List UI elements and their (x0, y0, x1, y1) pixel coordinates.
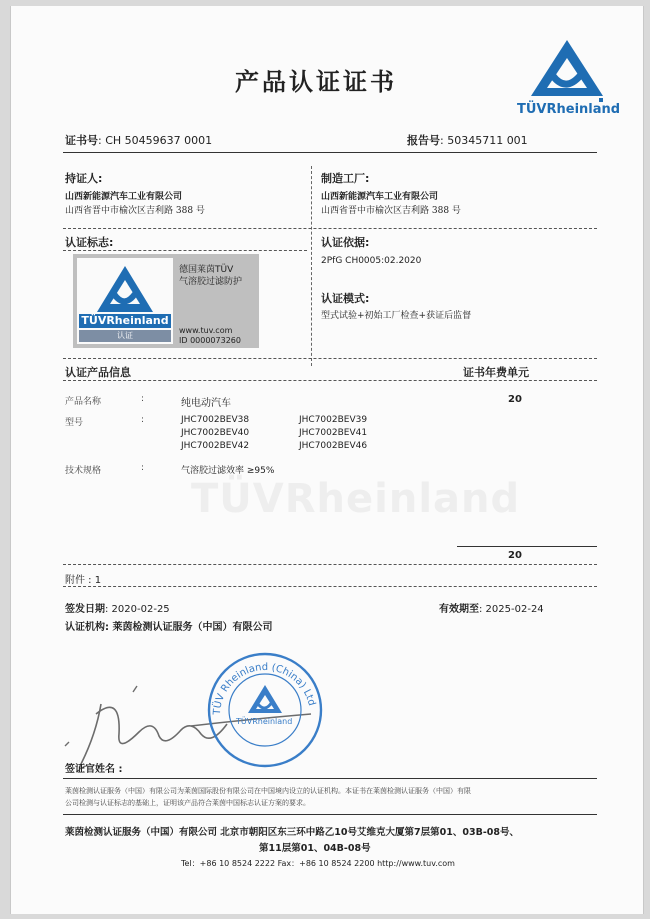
holder-name: 山西新能源汽车工业有限公司 (65, 192, 183, 202)
model-item: JHC7002BEV38 (181, 415, 250, 425)
model-item: JHC7002BEV41 (299, 428, 368, 438)
holder-label: 持证人: (65, 172, 103, 185)
page-title: 产品认证证书 (235, 68, 397, 96)
issue-date: 签发日期: 2020-02-25 (65, 604, 170, 615)
mode-label: 认证模式: (321, 292, 370, 305)
mark-logo-sub: 认证 (79, 330, 171, 342)
model-label: 型号 (65, 418, 84, 428)
mark-logo-text: TÜVRheinland (79, 314, 171, 328)
stamp-logo-text: TÜVRheinland (236, 717, 293, 726)
mark-id: ID 0000073260 (179, 336, 241, 345)
footer-line2: 第11层第01、04B-08号 (259, 843, 371, 854)
fee-bottom: 20 (508, 550, 522, 561)
manufacturer-name: 山西新能源汽车工业有限公司 (321, 192, 439, 202)
cert-no: 证书号: CH 50459637 0001 (65, 134, 213, 147)
mode-value: 型式试验+初始工厂检查+获证后监督 (321, 311, 472, 321)
fee-top: 20 (508, 394, 522, 405)
watermark: TÜVRheinland (191, 476, 521, 522)
model-item: JHC7002BEV46 (299, 441, 368, 451)
footnote-line1: 莱茵检测认证服务（中国）有限公司为莱茵国际股份有限公司在中国境内设立的认证机构。本证书在莱茵检测认证服务（中国）有限 (65, 787, 471, 795)
product-info-label: 认证产品信息 (65, 366, 131, 379)
footnote-line2: 公司检测与认证标志的基础上，证明该产品符合莱茵中国标志认证方案的要求。 (65, 799, 310, 807)
manufacturer-label: 制造工厂: (321, 172, 370, 185)
report-no: 报告号: 50345711 001 (407, 134, 528, 147)
mark-logo (77, 258, 173, 344)
cert-mark (73, 254, 259, 348)
mark-url: www.tuv.com (179, 326, 233, 335)
basis-value: 2PfG CH0005:02.2020 (321, 256, 422, 266)
model-item: JHC7002BEV42 (181, 441, 250, 451)
stamp-text: TÜV Rheinland (China) Ltd (211, 661, 317, 716)
spec-value: 气溶胶过滤效率 ≥95% (181, 466, 275, 476)
holder-address: 山西省晋中市榆次区吉利路 388 号 (65, 206, 205, 216)
tuv-logo-text: TÜVRheinland (517, 102, 621, 117)
tuv-logo (517, 36, 621, 126)
certificate-page: TÜVRheinland 产品认证证书 TÜVRheinland 证书号: CH 50459637 0001 报告号: 50345711 001 持证人: 山西新能源汽车工业有限公司 山西省晋中市榆次区吉利路 388 号 制造工厂: 山西新能源汽车工业有限公司 山西省晋中市榆次区吉利路 388 号 认证标志: TÜVRheinland 认证 德国莱茵TÜV 气溶胶过滤防护 www.tuv.com ID 0000073260 认证依据: 2PfG CH0005:02.2020 认证模式: 型式试验+初始工厂检查+获证后监督 认证产品信息 证书年费单元 产品名称 : 纯电动汽车 20 型号 : JHC7002BEV38 JHC7002BEV39 JHC7002BEV40 JHC7002BEV41 JHC7002BEV42 JHC7002BEV46 技术规格 : 气溶胶过滤效率 ≥95% 20 附件 : 1 签发日期: 2020-02-25 有效期至: 2025-02-24 认证机构: 莱茵检测认证服务（中国）有限公司 TÜV Rheinland (China) Ltd TÜVRheinland 签证官姓名 : 莱茵检测认证服务（中国）有限公司为莱茵国际股份有限公司在中国境内设立的认证机构。本证书在莱茵检测认证服务（中国）有限 公司检测与认证标志的基础上，证明该产品符合莱茵中国标志认证方案的要求。 莱茵检测认证服务（中国）有限公司 北京市朝阳区东三环中路乙10号艾维克大厦第7层第01、03B-08号、 第11层第01、04B-08号 Tel：+86 10 8524 2222 Fax：+86 10 8524 2200 http://www.tuv.com (10, 6, 644, 914)
mark-label: 认证标志: (65, 236, 114, 249)
manufacturer-address: 山西省晋中市榆次区吉利路 388 号 (321, 206, 461, 216)
official-stamp (206, 651, 324, 769)
mark-text2: 气溶胶过滤防护 (179, 277, 243, 287)
cert-body: 认证机构: 莱茵检测认证服务（中国）有限公司 (65, 622, 273, 633)
valid-until: 有效期至: 2025-02-24 (439, 604, 544, 615)
basis-label: 认证依据: (321, 236, 370, 249)
footer-line1: 莱茵检测认证服务（中国）有限公司 北京市朝阳区东三环中路乙10号艾维克大厦第7层第01、03B-08号、 (65, 827, 519, 838)
model-item: JHC7002BEV39 (299, 415, 368, 425)
product-name-value: 纯电动汽车 (181, 398, 231, 409)
mark-text1: 德国莱茵TÜV (179, 265, 234, 275)
spec-label: 技术规格 (65, 466, 102, 476)
attachment: 附件 : 1 (65, 575, 102, 586)
signatory-label: 签证官姓名 : (65, 764, 123, 775)
model-item: JHC7002BEV40 (181, 428, 250, 438)
fee-label: 证书年费单元 (463, 366, 529, 379)
footer-contact: Tel：+86 10 8524 2222 Fax：+86 10 8524 2200 http://www.tuv.com (181, 859, 455, 868)
product-name-label: 产品名称 (65, 397, 102, 407)
